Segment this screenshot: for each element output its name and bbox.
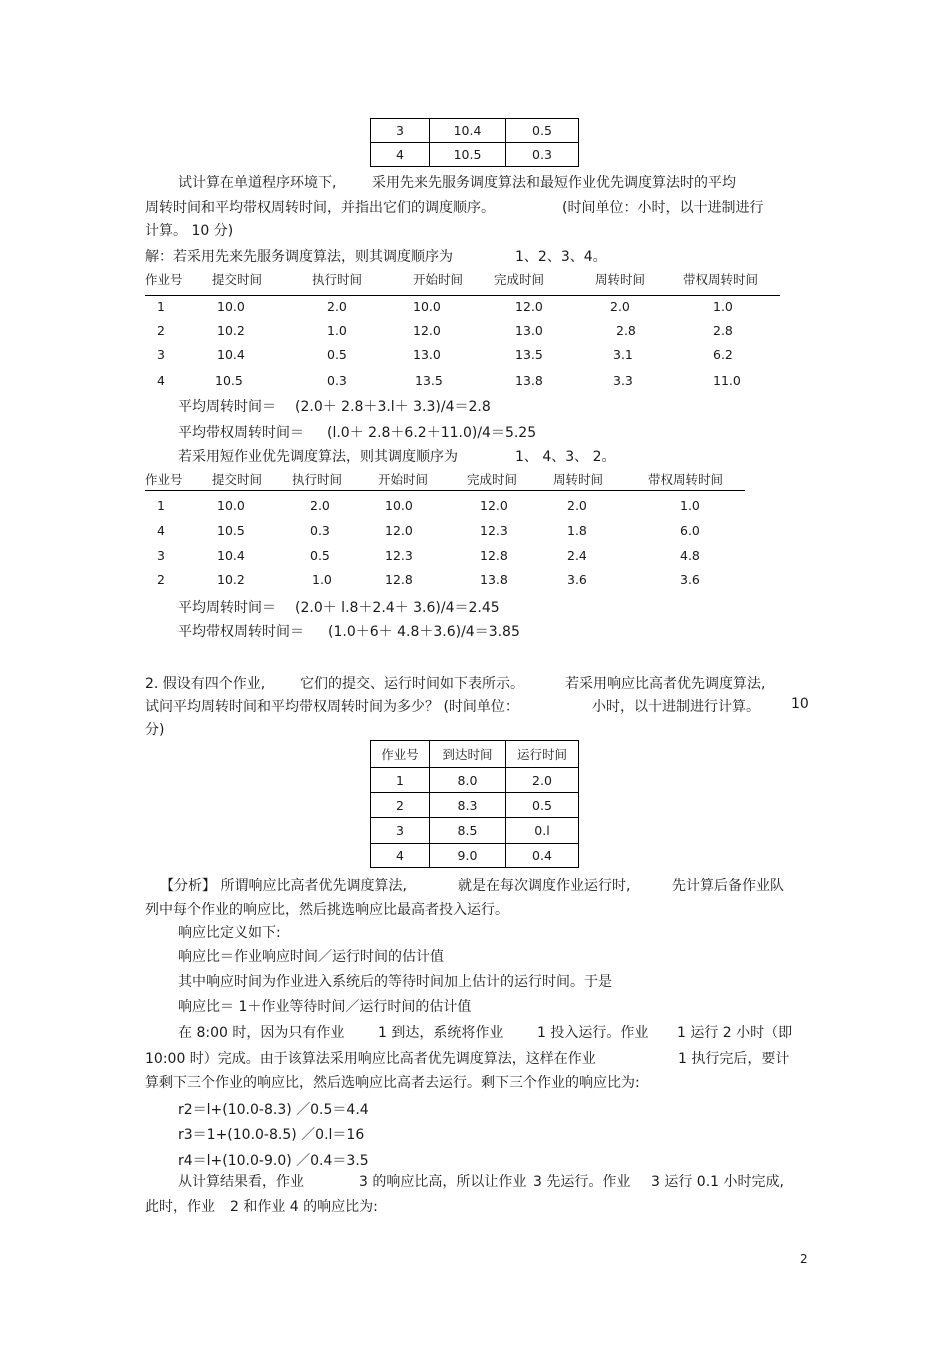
sjf-avg-turnaround-value: (2.0＋ l.8＋2.4＋ 3.6)/4＝2.45 <box>295 600 500 616</box>
table-row: 4 9.0 0.4 <box>371 844 579 868</box>
sjf-avg-weighted-label: 平均带权周转时间＝ <box>178 624 304 640</box>
table-rule <box>145 490 745 491</box>
table-row: 2 8.3 0.5 <box>371 793 579 818</box>
sjf-avg-turnaround-label: 平均周转时间＝ <box>178 600 276 616</box>
fcfs-avg-turnaround-label: 平均周转时间＝ <box>178 399 276 415</box>
table-row: 3 10.4 0.5 <box>371 119 579 143</box>
q2-table <box>370 740 579 868</box>
sjf-intro: 若采用短作业优先调度算法，则其调度顺序为 <box>178 449 458 465</box>
table-row: 4 10.5 0.3 <box>371 143 579 167</box>
top-table <box>370 118 579 167</box>
sjf-order: 1、 4、3、 2。 <box>515 449 616 465</box>
page-number: 2 <box>800 1252 808 1266</box>
fcfs-intro: 解：若采用先来先服务调度算法，则其调度顺序为 <box>145 249 453 265</box>
ratio-r3: r3＝1+(10.0-8.5) ／0.l＝16 <box>178 1127 365 1143</box>
table-row: 3 8.5 0.l <box>371 818 579 844</box>
ratio-r2: r2＝l+(10.0-8.3) ／0.5＝4.4 <box>178 1102 369 1118</box>
fcfs-avg-weighted-label: 平均带权周转时间＝ <box>178 425 304 441</box>
sjf-avg-weighted-value: (1.0＋6＋ 4.8＋3.6)/4＝3.85 <box>328 624 520 640</box>
table-row: 1 8.0 2.0 <box>371 768 579 793</box>
fcfs-order: 1、2、3、4。 <box>515 249 607 265</box>
table-rule <box>145 295 780 296</box>
table-header: 作业号 到达时间 运行时间 <box>371 741 579 768</box>
ratio-r4: r4＝l+(10.0-9.0) ／0.4＝3.5 <box>178 1153 369 1169</box>
fcfs-avg-weighted-value: (l.0＋ 2.8＋6.2＋11.0)/4＝5.25 <box>327 425 537 441</box>
fcfs-avg-turnaround-value: (2.0＋ 2.8＋3.l＋ 3.3)/4＝2.8 <box>295 399 491 415</box>
